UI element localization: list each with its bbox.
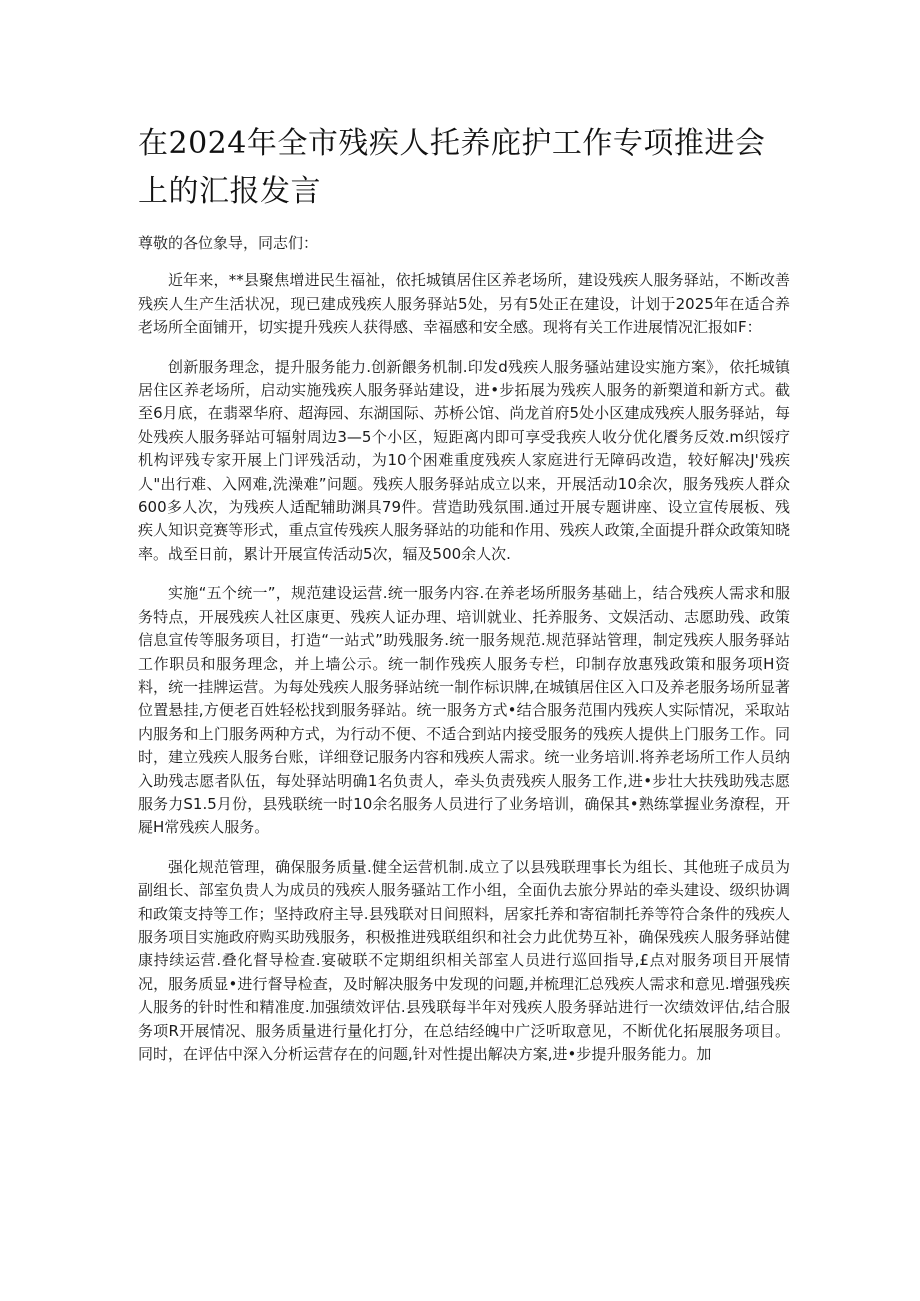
paragraph-intro: 近年来，**县聚焦增进民生福祉，依托城镇居住区养老场所，建设残疾人服务驿站，不断改善残疾人生产生活状况，现已建成残疾人服务驿站5处，另有5处正在建设，计划于2025年在适合养老场所全面铺开，切实提升残疾人获得感、幸福感和安全感。现将有关工作进展情况汇报如F： [138, 271, 790, 337]
paragraph-five-unifications: 实施“五个统一”，规范建设运营.统一服务内容.在养老场所服务基础上，结合残疾人需求和服务特点，开展残疾人社区康更、残疾人证办理、培训就业、托养服务、文娱活动、志愿助残、政策信息宣传等服务项目，打造“一站式”助残服务.统一服务规范.规范驿站管理，制定残疾人服务驿站工作职员和服务理念，并上墙公示。统一制作残疾人服务专栏，印制存放惠残政策和服务项H资料，统一挂牌运营。为每处残疾人服务驿站统一制作标识牌,在城镇居住区入口及养老服务场所显著位置悬挂,方便老百姓轻松找到服务驿站。统一服务方式•结合服务范围内残疾人实际情况，采取站内服务和上门服务两种方式，为行动不便、不适合到站内接受服务的残疾人提供上门服务工作。同时，建立残疾人服务台账，详细登记服务内容和残疾人需求。统一业务培训.将养老场所工作人员纳入助残志愿者队伍，每处驿站明确1名负责人，牵头负责残疾人服务工作,进•步壮大扶残助残志愿服务力S1.5月份，县残联统一时10余名服务人员进行了业务培训，确保其•熟练掌握业务潦程，开屣H常残疾人服务。 [138, 584, 790, 837]
paragraph-standardized-management: 强化规范管理，确保服务质量.健全运营机制.成立了以县残联理事长为组长、其他班子成员为副组长、部室负贵人为成员的残疾人服务骚站工作小组，全面仇去旅分界站的牵头建设、级织协调和政策支持等工作；坚持政府主导.县残联对日间照料，居家托养和寄宿制托养等符合条件的残疾人服务项目实施政府购买助残服务，积极推进残联组织和社会力此优势互补，确保残疾人服务驿站健康持续运营.叠化督导检查.宴破联不定期组织相关部室人员进行巡回指导,£点对服务项目开展情况，服务质显•进行督导检查，及时解决服务中发现的问题,并梳理汇总残疾人需求和意见.增强残疾人服务的针时性和精准度.加强绩效评估.县残联每半年对残疾人股务驿站进行一次绩效评估,结合服务项R开展情况、服务质量进行量化打分，在总结经魄中广泛听取意见，不断优化拓展服务项目。同时，在评估中深入分析运营存在的问题,针对性提出解决方案,进•步提升服务能力。加 [138, 857, 790, 1063]
salutation: 尊敬的各位象导，同志们： [138, 234, 319, 252]
paragraph-innovate-service: 创新服务理念，提升服务能力.创新餵务机制.印发d残疾人服务骚站建设实施方案》，依托城镇居住区养老场所，启动实施残疾人服务驿站建设，进•步拓展为残疾人服务的新槊道和新方式。截至6月底，在翡翠华府、超海园、东湖国际、苏桥公馆、尚龙首府5处小区建成残疾人服务驿站，每处残疾人服务驿站可辐射周边3—5个小区，短距离内即可享受我疾人收分优化餍务反效.m织馁疗机构评残专家开展上门评残活动，为10个困难重度残疾人家庭进行无障码改造，较好解决J'残疾人"出行难、入网难,洗澡难”问题。残疾人服务驿站成立以来，开展活动10余次，服务残疾人群众600多人次，为残疾人适配辅助渊具79件。营造助残氛围.通过开展专题讲座、设立宣传展板、残疾人知识竞赛等形式，重点宣传残疾人服务驿站的功能和作用、残疾人政策,全面提升群众政策知晓率。战至日前，累计开展宣传活动5次，辐及500余人次. [138, 357, 790, 563]
document-body [138, 232, 790, 1082]
document-title: 在2024年全市残疾人托养庇护工作专项推进会上的汇报发言 [138, 126, 766, 209]
